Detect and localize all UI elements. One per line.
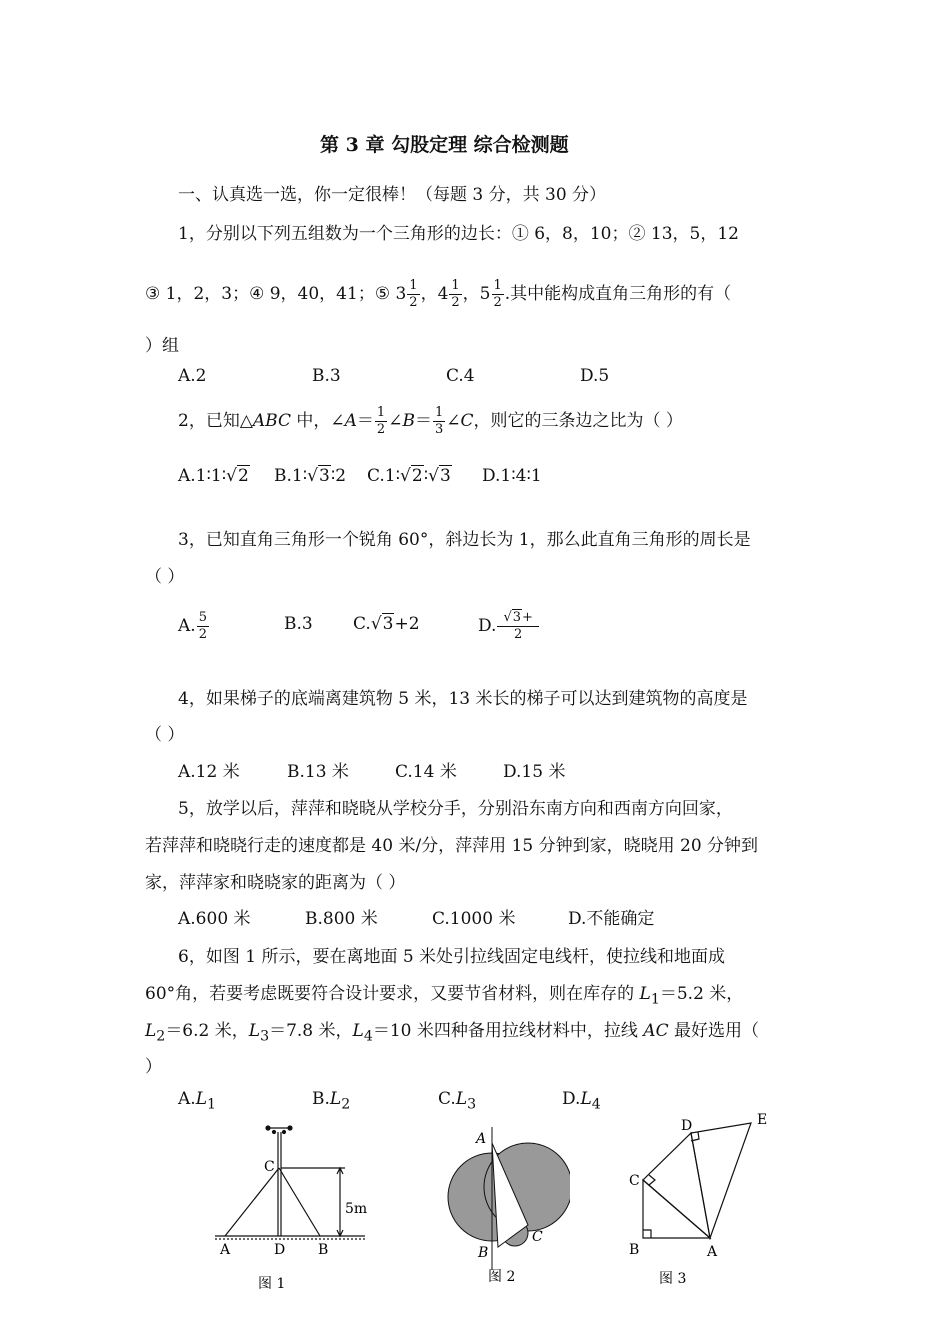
q2-stem: 2，已知△ABC 中，∠A＝ $\frac{1}{2}$ ∠B＝ $\frac{1}{3}$ ∠C，则它的三条边之比为（ ） (178, 405, 683, 437)
q6-option-d[interactable]: $D.L_4$ (562, 1089, 601, 1113)
q3-line1: 3，已知直角三角形一个锐角 60°，斜边长为 1，那么此直角三角形的周长是 (178, 530, 751, 550)
q4-option-d[interactable]: D.15 米 (503, 762, 566, 782)
triangle-ade (691, 1123, 751, 1238)
figure-3-caption: 图 3 (659, 1271, 687, 1287)
label-c: C (629, 1173, 640, 1189)
figure-2-caption: 图 2 (488, 1269, 516, 1285)
q2-option-a[interactable]: A.1∶1∶√2 (178, 466, 249, 486)
q6-line4: ） (145, 1057, 162, 1077)
guy-wire-ca (225, 1168, 279, 1236)
q1-line1: 1，分别以下列五组数为一个三角形的边长：① 6，8，10；② 13，5，12 (178, 224, 739, 244)
label-c: C (264, 1159, 275, 1175)
label-b: B (318, 1242, 329, 1258)
q5-option-d[interactable]: D.不能确定 (568, 909, 655, 929)
q3-option-a[interactable]: A. $\frac{5}{2}$ (178, 610, 207, 642)
q4-option-b[interactable]: B.13 米 (287, 762, 349, 782)
q6-line1: 6，如图 1 所示，要在离地面 5 米处引拉线固定电线杆，使拉线和地面成 (178, 947, 726, 967)
q5-line1: 5，放学以后，萍萍和晓晓从学校分手，分别沿东南方向和西南方向回家， (178, 799, 733, 819)
label-a: A (707, 1244, 718, 1260)
right-angle-b (643, 1230, 651, 1238)
q6-option-a[interactable]: $A.L_1$ (178, 1089, 216, 1113)
q4-line1: 4，如果梯子的底端离建筑物 5 米，13 米长的梯子可以达到建筑物的高度是 (178, 689, 748, 709)
label-e: E (757, 1112, 768, 1128)
q1-option-d[interactable]: D.5 (580, 366, 610, 386)
q5-line2: 若萍萍和晓晓行走的速度都是 40 米/分，萍萍用 15 分钟到家，晓晓用 20 分钟到 (145, 836, 759, 856)
page-title: 第 3 章 勾股定理 综合检测题 (320, 134, 569, 156)
q5-option-b[interactable]: B.800 米 (305, 909, 378, 929)
q1-option-a[interactable]: A.2 (178, 366, 207, 386)
label-height: 5m (345, 1201, 368, 1217)
insulator (273, 1131, 276, 1134)
q2-option-d[interactable]: D.1∶4∶1 (482, 466, 542, 486)
figure-1 (210, 1118, 370, 1298)
q6-line2: 60°角，若要考虑既要符合设计要求，又要节省材料，则在库存的 $L_1=5.2$ 米， (145, 984, 744, 1008)
q1-line2: ③ 1，2，3；④ 9，40，41；⑤ 3 $\frac{1}{2}$ ，4 $\frac{1}{2}$ ，5 $\frac{1}{2}$ .其中能构成直角三角形的有（ (145, 278, 732, 310)
q3-option-d[interactable]: D. $\frac{√3+}{2}$ (478, 610, 540, 643)
q6-line3: $L_2=6.2$ 米，$L_3=7.8$ 米，$L_4=10$ 米四种备用拉线材料中，拉线 AC 最好选用（ (145, 1021, 759, 1045)
section-heading: 一、认真选一选，你一定很棒！（每题 3 分，共 30 分） (178, 185, 607, 205)
q5-option-a[interactable]: A.600 米 (178, 909, 251, 929)
q3-line2: （ ） (145, 567, 185, 587)
q3-option-b[interactable]: B.3 (284, 614, 313, 634)
figure-2 (440, 1125, 570, 1290)
label-b: B (629, 1242, 640, 1258)
figure-3 (625, 1108, 785, 1293)
guy-wire-cb (279, 1168, 320, 1236)
insulator (283, 1131, 286, 1134)
q4-option-a[interactable]: A.12 米 (178, 762, 240, 782)
label-d: D (274, 1242, 286, 1258)
figure-1-caption: 图 1 (258, 1276, 286, 1292)
q1-option-c[interactable]: C.4 (446, 366, 475, 386)
insulator (288, 1126, 292, 1130)
q3-option-c[interactable]: C.√3+2 (353, 614, 420, 634)
label-a: A (476, 1131, 487, 1147)
q5-option-c[interactable]: C.1000 米 (432, 909, 516, 929)
insulator (266, 1126, 270, 1130)
q2-option-c[interactable]: C.1∶√2∶√3 (367, 466, 451, 486)
label-b: B (478, 1245, 489, 1261)
label-a: A (220, 1242, 231, 1258)
q5-line3: 家，萍萍家和晓晓家的距离为（ ） (145, 873, 406, 893)
label-c: C (532, 1229, 543, 1245)
q6-option-c[interactable]: $C.L_3$ (438, 1089, 477, 1113)
q1-option-b[interactable]: B.3 (312, 366, 341, 386)
q4-line2: （ ） (145, 725, 185, 745)
q2-option-b[interactable]: B.1∶√3∶2 (274, 466, 347, 486)
label-d: D (681, 1118, 693, 1134)
q6-option-b[interactable]: $B.L_2$ (312, 1089, 351, 1113)
right-angle-c (649, 1175, 655, 1185)
q4-option-c[interactable]: C.14 米 (395, 762, 457, 782)
q1-line3: ）组 (145, 336, 179, 356)
